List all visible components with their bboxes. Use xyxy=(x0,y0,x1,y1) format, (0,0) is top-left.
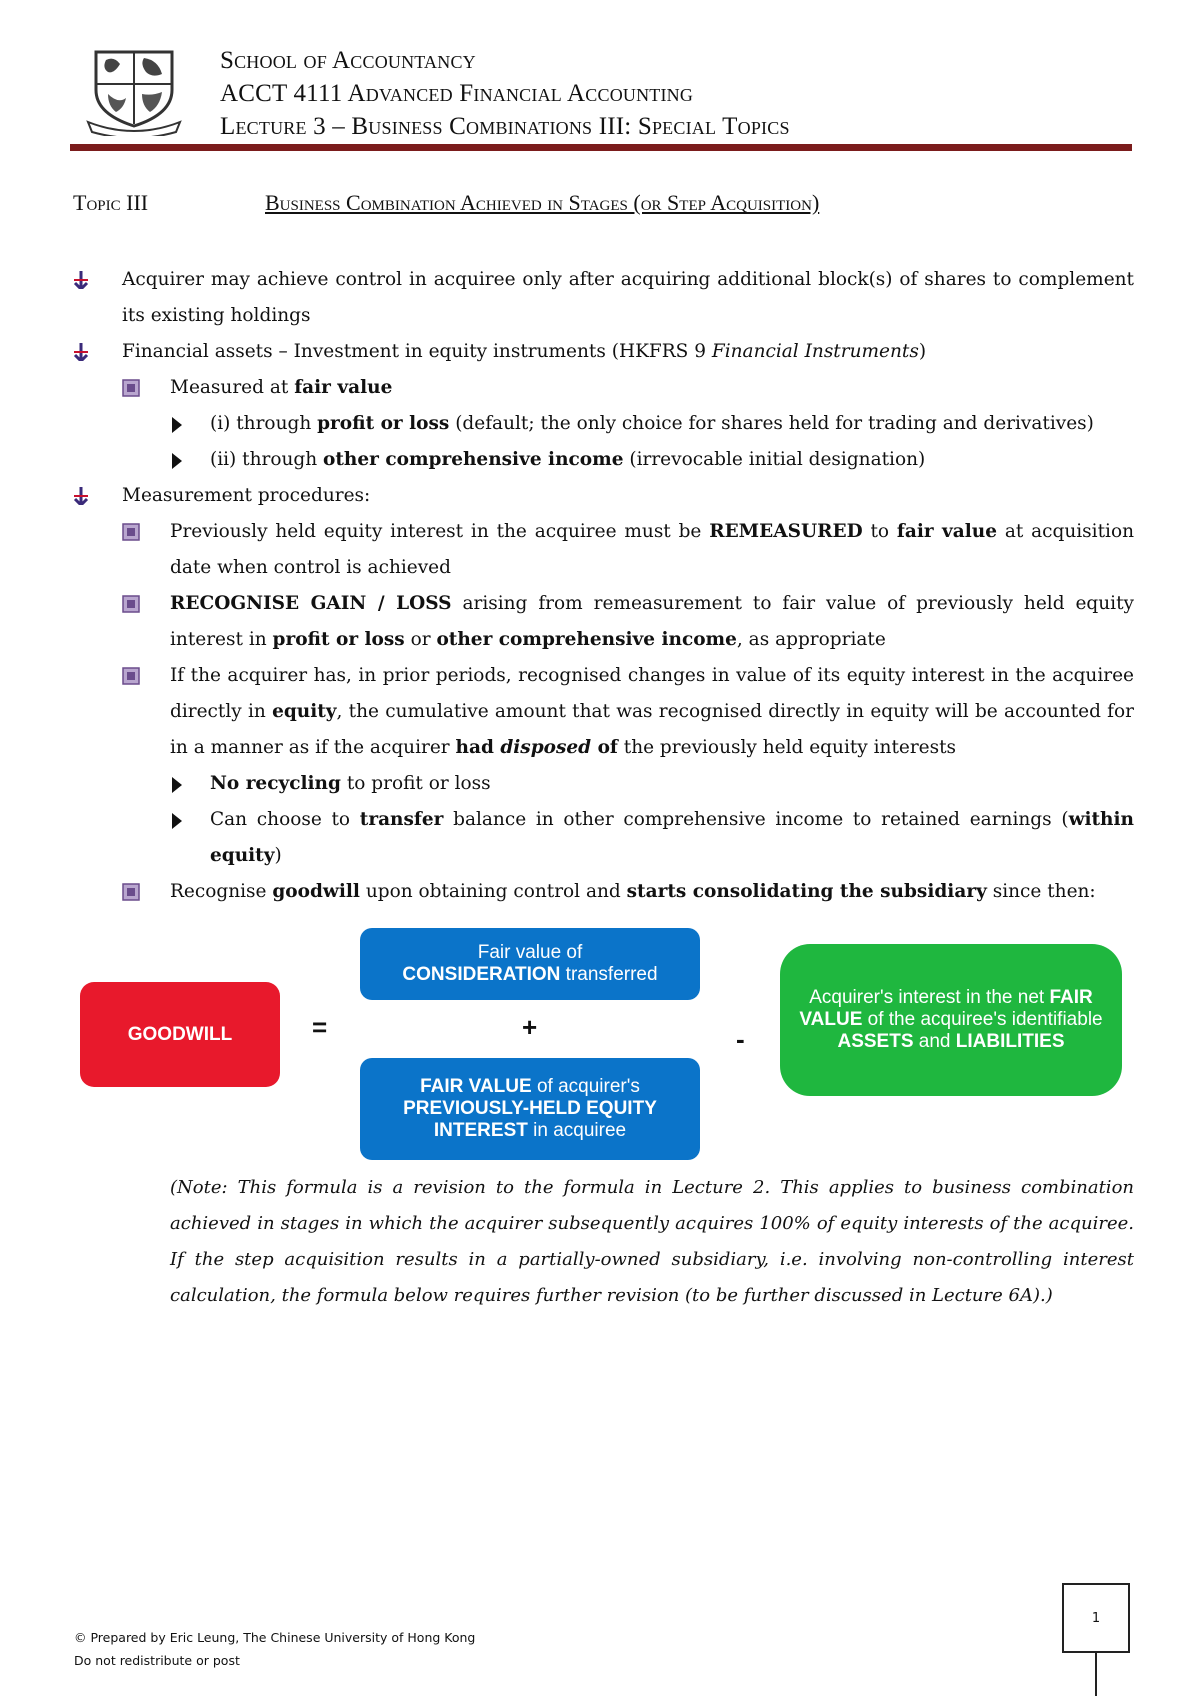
net-assets-box xyxy=(780,944,1122,1096)
arrow-bullet-icon xyxy=(72,343,90,361)
bold-term: equity xyxy=(272,701,337,722)
bold-term: REMEASURED xyxy=(709,521,863,542)
list-item xyxy=(70,442,1134,478)
net-bold: ASSETS xyxy=(837,1031,914,1052)
consideration-line: Fair value of xyxy=(477,942,583,963)
footer-notice: Do not redistribute or post xyxy=(74,1653,240,1668)
footer-copyright: © Prepared by Eric Leung, The Chinese University of Hong Kong xyxy=(74,1630,476,1645)
net-bold: LIABILITIES xyxy=(955,1031,1065,1052)
bullet-text: , as appropriate xyxy=(736,629,886,650)
bullet-text: (irrevocable initial designation) xyxy=(623,449,926,470)
consideration-bold: CONSIDERATION xyxy=(402,964,561,985)
plus-sign: + xyxy=(522,1012,538,1042)
minus-sign: - xyxy=(736,1024,745,1054)
arrow-bullet-icon xyxy=(72,271,90,289)
bullet-text: balance in other comprehensive income to retained earnings ( xyxy=(443,809,1069,830)
triangle-bullet-icon xyxy=(171,813,183,829)
bullet-text: ) xyxy=(918,341,927,362)
prev-bold: PREVIOUSLY-HELD EQUITY xyxy=(403,1098,657,1119)
list-item xyxy=(70,658,1134,766)
net-line: of the acquiree's identifiable xyxy=(862,1009,1103,1030)
page-header xyxy=(0,0,1200,160)
prev-bold: INTEREST xyxy=(433,1120,528,1141)
bullet-text: Measurement procedures: xyxy=(122,485,371,506)
list-item xyxy=(70,478,1134,514)
bullet-text: (i) through xyxy=(210,413,318,434)
formula-note: (Note: This formula is a revision to the formula in Lecture 2. This applies to business combination achieved in stages in which the acquirer subsequently acquires 100% of equity interests of the acquiree. If the step acquisition results in a partially-owned subsidiary, i.e. involving non-controlling interest calculation, the formula below requires further revision (to be further discussed in Lecture 6A).) xyxy=(170,1177,1134,1306)
standard-name: Financial Instruments xyxy=(711,341,919,362)
bold-italic-term: disposed xyxy=(500,737,592,758)
consideration-box xyxy=(360,928,700,1000)
list-item xyxy=(70,874,1134,910)
list-item xyxy=(70,802,1134,874)
goodwill-label: GOODWILL xyxy=(127,1023,233,1045)
bullet-text: Can choose to xyxy=(210,809,360,830)
topic-label: Topic III xyxy=(73,190,149,215)
triangle-bullet-icon xyxy=(171,417,183,433)
bullet-text: Financial assets – Investment in equity instruments (HKFRS 9 xyxy=(122,341,712,362)
list-item xyxy=(70,262,1134,334)
topic-heading xyxy=(73,190,1133,216)
goodwill-box xyxy=(80,982,280,1087)
bullet-text: the previously held equity interests xyxy=(617,737,957,758)
bold-term: goodwill xyxy=(272,881,360,902)
lecture-title: Lecture 3 – Business Combinations III: Special Topics xyxy=(220,113,790,140)
square-bullet-icon xyxy=(122,379,140,397)
list-item xyxy=(70,406,1134,442)
triangle-bullet-icon xyxy=(171,777,183,793)
bullet-text: Recognise xyxy=(170,881,273,902)
previously-held-box xyxy=(360,1058,700,1160)
prev-line: in acquiree xyxy=(527,1120,627,1141)
page-number-box xyxy=(1062,1583,1130,1653)
bold-term: transfer xyxy=(359,809,444,830)
bold-term: other comprehensive income xyxy=(323,449,624,470)
school-name: School of Accountancy xyxy=(220,47,476,74)
square-bullet-icon xyxy=(122,667,140,685)
list-item xyxy=(70,334,1134,370)
bullet-text: ) xyxy=(274,845,282,866)
net-bold: VALUE xyxy=(799,1009,863,1030)
list-item xyxy=(70,766,1134,802)
goodwill-formula xyxy=(0,920,1200,1170)
course-title: ACCT 4111 Advanced Financial Accounting xyxy=(220,80,694,107)
page-footer xyxy=(74,1626,475,1672)
bold-term: No recycling xyxy=(210,773,341,794)
bold-term: profit or loss xyxy=(317,413,450,434)
consideration-line: transferred xyxy=(560,964,658,985)
bold-term: fair value xyxy=(896,521,997,542)
bullet-text: or xyxy=(404,629,437,650)
bullet-text: If the acquirer has, in prior periods, recognised changes in value of its equity interest in the acquiree directly in xyxy=(170,665,1134,722)
bold-term: RECOGNISE GAIN / LOSS xyxy=(170,593,452,614)
bullet-text: (default; the only choice for shares held for trading and derivatives) xyxy=(449,413,1094,434)
square-bullet-icon xyxy=(122,883,140,901)
list-item xyxy=(70,370,1134,406)
prev-line: of acquirer's xyxy=(531,1076,640,1097)
triangle-bullet-icon xyxy=(171,453,183,469)
list-item xyxy=(70,514,1134,586)
university-crest-icon xyxy=(84,44,184,136)
bold-term: profit or loss xyxy=(272,629,405,650)
bullet-text: upon obtaining control and xyxy=(359,881,627,902)
bold-term: fair value xyxy=(294,377,393,398)
page-number: 1 xyxy=(1091,1610,1101,1626)
net-line: and xyxy=(913,1031,956,1052)
arrow-bullet-icon xyxy=(72,487,90,505)
bullet-text: to xyxy=(862,521,897,542)
bold-term: had xyxy=(455,737,501,758)
header-rule xyxy=(70,144,1132,151)
prev-bold: FAIR VALUE xyxy=(420,1076,532,1097)
square-bullet-icon xyxy=(122,523,140,541)
bullet-text: at acquisition date when control is achieved xyxy=(170,521,1134,578)
bullet-text: arising from remeasurement to fair value of previously held equity interest in xyxy=(170,593,1134,650)
bullet-text: Measured at xyxy=(170,377,295,398)
bullet-text: Acquirer may achieve control in acquiree only after acquiring additional block(s) of shares to complement its existing holdings xyxy=(122,269,1134,326)
bullet-text: since then: xyxy=(986,881,1096,902)
bullet-text: (ii) through xyxy=(210,449,324,470)
page-number-line xyxy=(1095,1653,1097,1696)
square-bullet-icon xyxy=(122,595,140,613)
bullet-text: , the cumulative amount that was recognised directly in equity will be accounted for in a manner as if the acquirer xyxy=(170,701,1135,758)
bold-term: other comprehensive income xyxy=(436,629,737,650)
bullet-text: Previously held equity interest in the acquiree must be xyxy=(170,521,710,542)
topic-title: Business Combination Achieved in Stages (or Step Acquisition) xyxy=(265,190,820,215)
bold-term: starts consolidating the subsidiary xyxy=(626,881,987,902)
bold-term: of xyxy=(591,737,618,758)
bold-term: within equity xyxy=(210,809,1134,866)
equals-sign: = xyxy=(312,1012,328,1042)
bullet-text: to profit or loss xyxy=(340,773,491,794)
list-item xyxy=(70,586,1134,658)
net-line: Acquirer's interest in the net xyxy=(809,987,1050,1008)
main-content xyxy=(70,262,1134,910)
net-bold: FAIR xyxy=(1049,987,1093,1008)
